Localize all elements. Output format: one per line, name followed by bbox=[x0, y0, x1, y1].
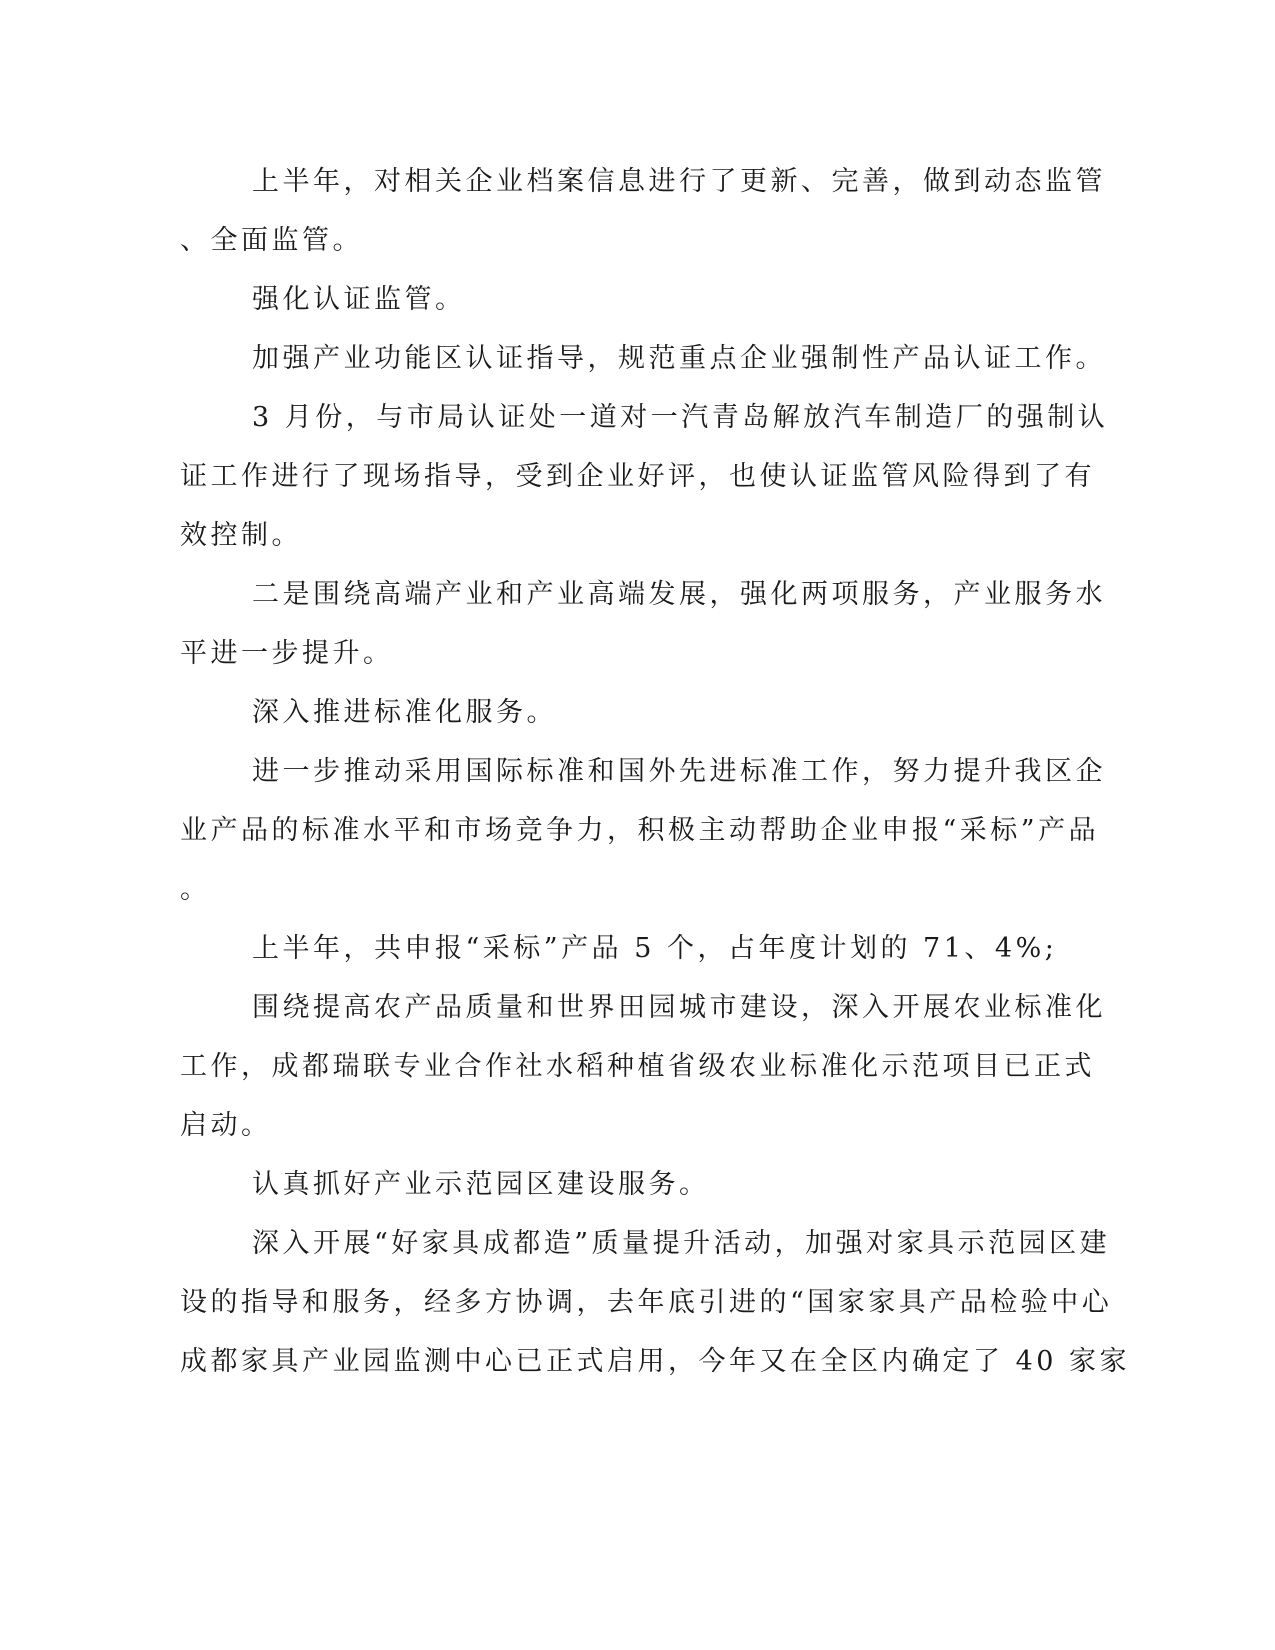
text-line: 启动。 bbox=[180, 1110, 272, 1141]
text-line: 上半年，共申报“采标”产品 5 个，占年度计划的 71、4%; bbox=[252, 933, 1058, 964]
text-line: 深入开展“好家具成都造”质量提升活动，加强对家具示范园区建 bbox=[252, 1228, 1111, 1259]
text-line: 成都家具产业园监测中心已正式启用，今年又在全区内确定了 40 家家 bbox=[180, 1346, 1131, 1377]
text-line: 效控制。 bbox=[180, 520, 302, 551]
text-line: 证工作进行了现场指导，受到企业好评，也使认证监管风险得到了有 bbox=[180, 461, 1095, 492]
text-line: 3 月份，与市局认证处一道对一汽青岛解放汽车制造厂的强制认 bbox=[252, 402, 1109, 433]
text-line: 二是围绕高端产业和产业高端发展，强化两项服务，产业服务水 bbox=[252, 579, 1106, 610]
text-line: 上半年，对相关企业档案信息进行了更新、完善，做到动态监管 bbox=[252, 166, 1106, 197]
text-line: 平进一步提升。 bbox=[180, 638, 394, 669]
text-line: 业产品的标准水平和市场竞争力，积极主动帮助企业申报“采标”产品 bbox=[180, 815, 1100, 846]
text-line: 认真抓好产业示范园区建设服务。 bbox=[252, 1169, 710, 1200]
text-line: 。 bbox=[180, 874, 211, 905]
text-line: 深入推进标准化服务。 bbox=[252, 697, 557, 728]
text-line: 加强产业功能区认证指导，规范重点企业强制性产品认证工作。 bbox=[252, 343, 1106, 374]
text-line: 强化认证监管。 bbox=[252, 284, 466, 315]
text-line: 进一步推动采用国际标准和国外先进标准工作，努力提升我区企 bbox=[252, 756, 1106, 787]
text-line: 工作，成都瑞联专业合作社水稻种植省级农业标准化示范项目已正式 bbox=[180, 1051, 1095, 1082]
text-line: 设的指导和服务，经多方协调，去年底引进的“国家家具产品检验中心 bbox=[180, 1287, 1113, 1318]
text-line: 、全面监管。 bbox=[180, 225, 363, 256]
text-line: 围绕提高农产品质量和世界田园城市建设，深入开展农业标准化 bbox=[252, 992, 1106, 1023]
